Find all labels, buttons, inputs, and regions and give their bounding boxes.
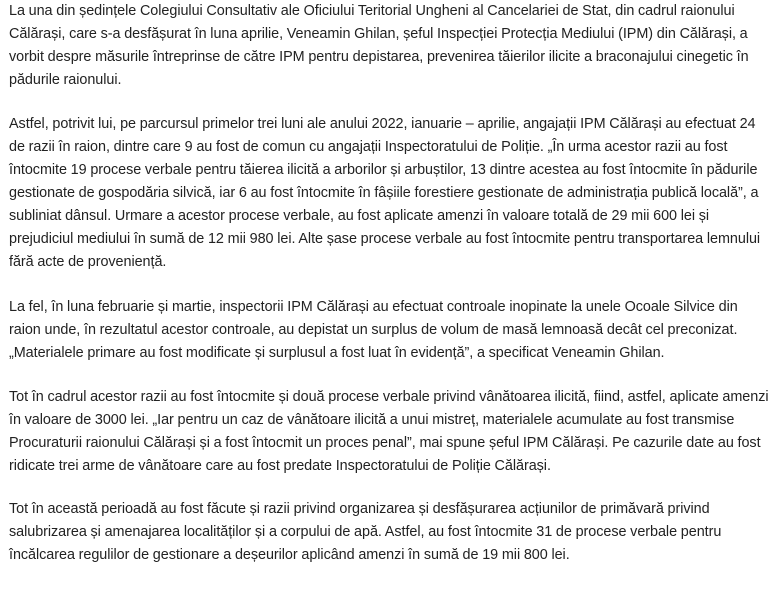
paragraph-raids: Astfel, potrivit lui, pe parcursul primelor trei luni ale anului 2022, ianuarie – aprilie, angajații IPM Călărași au efectuat 24 de razii în raion, dintre care 9 au fost de comun cu angajații Inspectoratului de Poliție. „În urma acestor razii au fost întocmite 19 procese verbale pentru tăierea ilicită a arborilor și arbuștilor, 13 dintre acestea au fost întocmite în pădurile gestionate de gospodăria silvică, iar 6 au fost întocmite în fâșiile forestiere gestionate de administrația publică locală”, a subliniat dânsul. Urmare a acestor procese verbale, au fost aplicate amenzi în valoare totală de 29 mii 600 lei și prejudiciul mediului în sumă de 12 mii 980 lei. Alte șase procese verbale au fost întocmite pentru transportarea lemnului fără acte de proveniență. <box>9 116 761 270</box>
paragraph-inspections: La fel, în luna februarie și martie, inspectorii IPM Călărași au efectuat controale inopinate la unele Ocoale Silvice din raion unde, în rezultatul acestor controale, au depistat un surplus de volum de masă lemnoasă decât cel preconizat. „Materialele primare au fost modificate și surplusul a fost luat în evidență”, a specificat Veneamin Ghilan. <box>9 299 738 361</box>
paragraph-sanitation: Tot în această perioadă au fost făcute și razii privind organizarea și desfășurarea acțiunilor de primăvară privind salubrizarea și amenajarea localităților și a corpului de apă. Astfel, au fost întocmite 31 de procese verbale pentru încălcarea regulilor de gestionare a deșeurilor aplicând amenzi în sumă de 19 mii 800 lei. <box>9 501 722 563</box>
paragraph-intro: La una din ședințele Colegiului Consultativ ale Oficiului Teritorial Ungheni al Cancelariei de Stat, din cadrul raionului Călărași, care s-a desfășurat în luna aprilie, Veneamin Ghilan, șeful Inspecției Protecția Mediului (IPM) din Călărași, a vorbit despre măsurile întreprinse de către IPM pentru depistarea, prevenirea tăierilor ilicite a braconajului cinegetic în pădurile raionului. <box>9 3 749 88</box>
paragraph-hunting: Tot în cadrul acestor razii au fost întocmite și două procese verbale privind vânătoarea ilicită, fiind, astfel, aplicate amenzi în valoare de 3000 lei. „Iar pentru un caz de vânătoare ilicită a unui mistreț, materialele acumulate au fost transmise Procuraturii raionului Călărași și a fost întocmit un proces penal”, mai spune șeful IPM Călărași. Pe cazurile date au fost ridicate trei arme de vânătoare care au fost predate Inspectoratului de Poliție Călărași. <box>9 389 769 474</box>
